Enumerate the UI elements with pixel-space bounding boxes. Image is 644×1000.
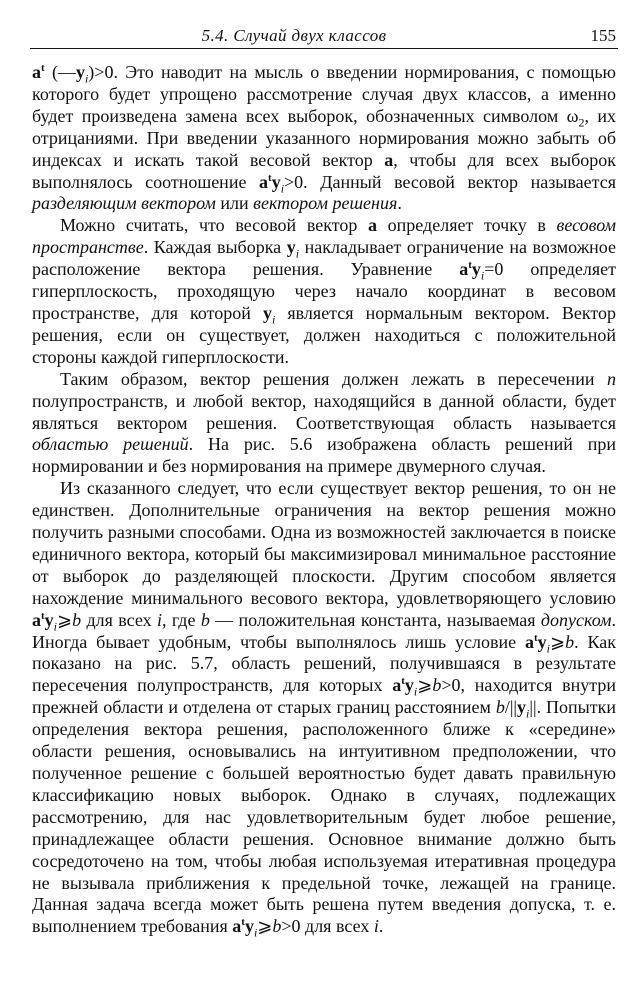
- text-run: y: [537, 631, 547, 652]
- text-run: t: [241, 916, 245, 929]
- page-number: 155: [590, 26, 616, 45]
- text-run: (—: [44, 62, 76, 82]
- paragraph-2: [32, 215, 616, 368]
- text-run: y: [517, 697, 527, 718]
- text-run: , их отрицаниями. При введении указанного нормирования можно забыть об индексах и искать такой весовой вектор: [32, 105, 616, 170]
- text-run: Таким образом, вектор решения должен лежать в пересечении: [60, 368, 607, 389]
- text-run: ⩾: [257, 916, 273, 937]
- text-run: t: [401, 675, 405, 688]
- text-run: i: [546, 641, 550, 656]
- text-run: .: [397, 193, 402, 214]
- text-run: n: [607, 368, 616, 389]
- text-run: t: [533, 631, 538, 644]
- text-run: a: [368, 215, 378, 236]
- text-run: определяет точку в: [377, 215, 557, 236]
- text-run: y: [471, 259, 481, 280]
- text-run: i: [373, 916, 379, 937]
- text-run: . На рис. 5.6 изображена область решений при нормировании и без нормирования на примере двумерного случая.: [32, 434, 616, 477]
- text-run: a: [232, 916, 242, 937]
- text-run: t: [41, 609, 45, 622]
- text-run: /||: [504, 697, 518, 718]
- text-run: разделяющим вектором: [32, 193, 216, 214]
- text-run: y: [286, 237, 296, 258]
- text-run: y: [404, 675, 414, 696]
- text-run: =0 определяет гиперплоскость, проходящую через начало координат в весовом пространстве, для которой: [32, 259, 616, 323]
- text-run: ⩾: [57, 609, 73, 630]
- text-run: i: [84, 71, 89, 86]
- text-run: ⩾: [417, 675, 433, 696]
- text-run: b: [272, 916, 282, 937]
- text-run: a: [32, 62, 41, 82]
- text-run: является нормальным вектором. Вектор решения, если он существует, должен находиться с положительной стороны каждой гиперплоскости.: [32, 302, 616, 367]
- text-run: y: [262, 302, 272, 323]
- text-run: ||: [529, 697, 537, 718]
- text-run: допуском: [540, 609, 612, 630]
- text-run: для всех: [81, 609, 157, 630]
- text-run: весовом пространстве: [32, 215, 616, 258]
- text-run: i: [280, 181, 285, 196]
- text-run: >0, находится внутри прежней области и отделена от старых границ расстоянием: [32, 675, 616, 718]
- text-run: )>0. Это наводит на мысль о введении нормирования, с помощью которого будет упрощено рассмотрение случая двух классов, а именно будет произведена замена всех выборок, обозначенных символом ω: [32, 62, 616, 126]
- text-run: i: [53, 619, 58, 634]
- text-run: i: [295, 246, 300, 261]
- running-title: 5.4. Случай двух классов: [201, 26, 387, 45]
- text-run: i: [526, 706, 530, 721]
- text-run: b: [200, 609, 210, 630]
- text-run: t: [268, 171, 272, 184]
- text-run: полупространств, и любой вектор, находящийся в данной области, будет являться вектором решения. Соответствующая область называется: [32, 390, 616, 433]
- text-run: i: [413, 684, 418, 699]
- text-run: . Каждая выборка: [143, 237, 287, 258]
- paragraph-1: [32, 62, 616, 215]
- text-run: t: [41, 62, 45, 74]
- text-run: i: [253, 925, 258, 940]
- text-run: a: [459, 259, 469, 280]
- text-run: областью решений: [32, 434, 189, 455]
- text-run: .: [378, 916, 384, 937]
- text-run: b: [495, 697, 505, 718]
- text-run: Можно считать, что весовой вектор: [60, 215, 369, 236]
- text-run: b: [432, 675, 442, 696]
- text-run: , где: [161, 609, 201, 630]
- text-run: накладывает ограничение на возможное расположение вектора решения. Уравнение: [32, 237, 616, 280]
- body-text: [32, 62, 616, 938]
- text-run: a: [392, 675, 402, 696]
- text-run: — положительная константа, называемая: [209, 609, 541, 630]
- paragraph-3: [32, 369, 616, 479]
- text-run: . Как показано на рис. 5.7, область решений, получившаяся в результате пересечения полупространств, для которых: [32, 631, 616, 696]
- text-run: y: [75, 62, 85, 82]
- text-run: a: [384, 149, 394, 170]
- text-run: Из сказанного следует, что если существует вектор решения, то он не единствен. Дополнительные ограничения на вектор решения можно получить разными способами. Одна из возможностей заключается в поиске единичного вектора, который бы максимизировал минимальное расстояние от выборок до разделяющей плоскости. Другим способом является нахождение минимального весового вектора, удовлетворяющего условию: [32, 478, 616, 608]
- text-run: вектором решения: [253, 193, 398, 214]
- text-run: a: [524, 631, 534, 652]
- text-run: i: [271, 312, 276, 327]
- text-run: ⩾: [549, 631, 566, 652]
- text-run: 2: [578, 115, 585, 130]
- text-run: или: [215, 193, 254, 214]
- text-run: . Иногда бывает удобным, чтобы выполнялось лишь условие: [32, 609, 616, 652]
- text-run: a: [32, 609, 41, 630]
- text-run: i: [156, 609, 162, 630]
- text-run: >0. Данный весовой вектор называется: [284, 171, 616, 192]
- text-run: >0 для всех: [281, 916, 374, 937]
- text-run: t: [468, 259, 472, 272]
- text-run: a: [259, 171, 269, 192]
- text-run: i: [480, 268, 485, 283]
- text-run: b: [565, 631, 575, 652]
- text-run: y: [44, 609, 54, 630]
- text-run: b: [72, 609, 82, 630]
- text-run: y: [271, 171, 281, 192]
- text-run: , чтобы для всех выборок выполнялось соотношение: [32, 149, 616, 192]
- paragraph-4: [32, 478, 616, 938]
- running-header: [30, 22, 618, 49]
- text-run: y: [244, 916, 254, 937]
- text-run: . Попытки определения вектора решения, расположенного ближе к «середине» области решения, основывались на интуитивном предположении, что полученное решение с большей вероятностью будет давать правильную классификацию новых выборок. Однако в случаях, подлежащих рассмотрению, для нас удовлетворительным будет любое решение, принадлежащее области решения. Основное внимание должно быть сосредоточено на том, чтобы любая используемая итеративная процедура не вызывала приближения к предельной точке, лежащей на границе. Данная задача всегда может быть решена путем введения допуска, т. е. выполнением требования: [32, 697, 616, 937]
